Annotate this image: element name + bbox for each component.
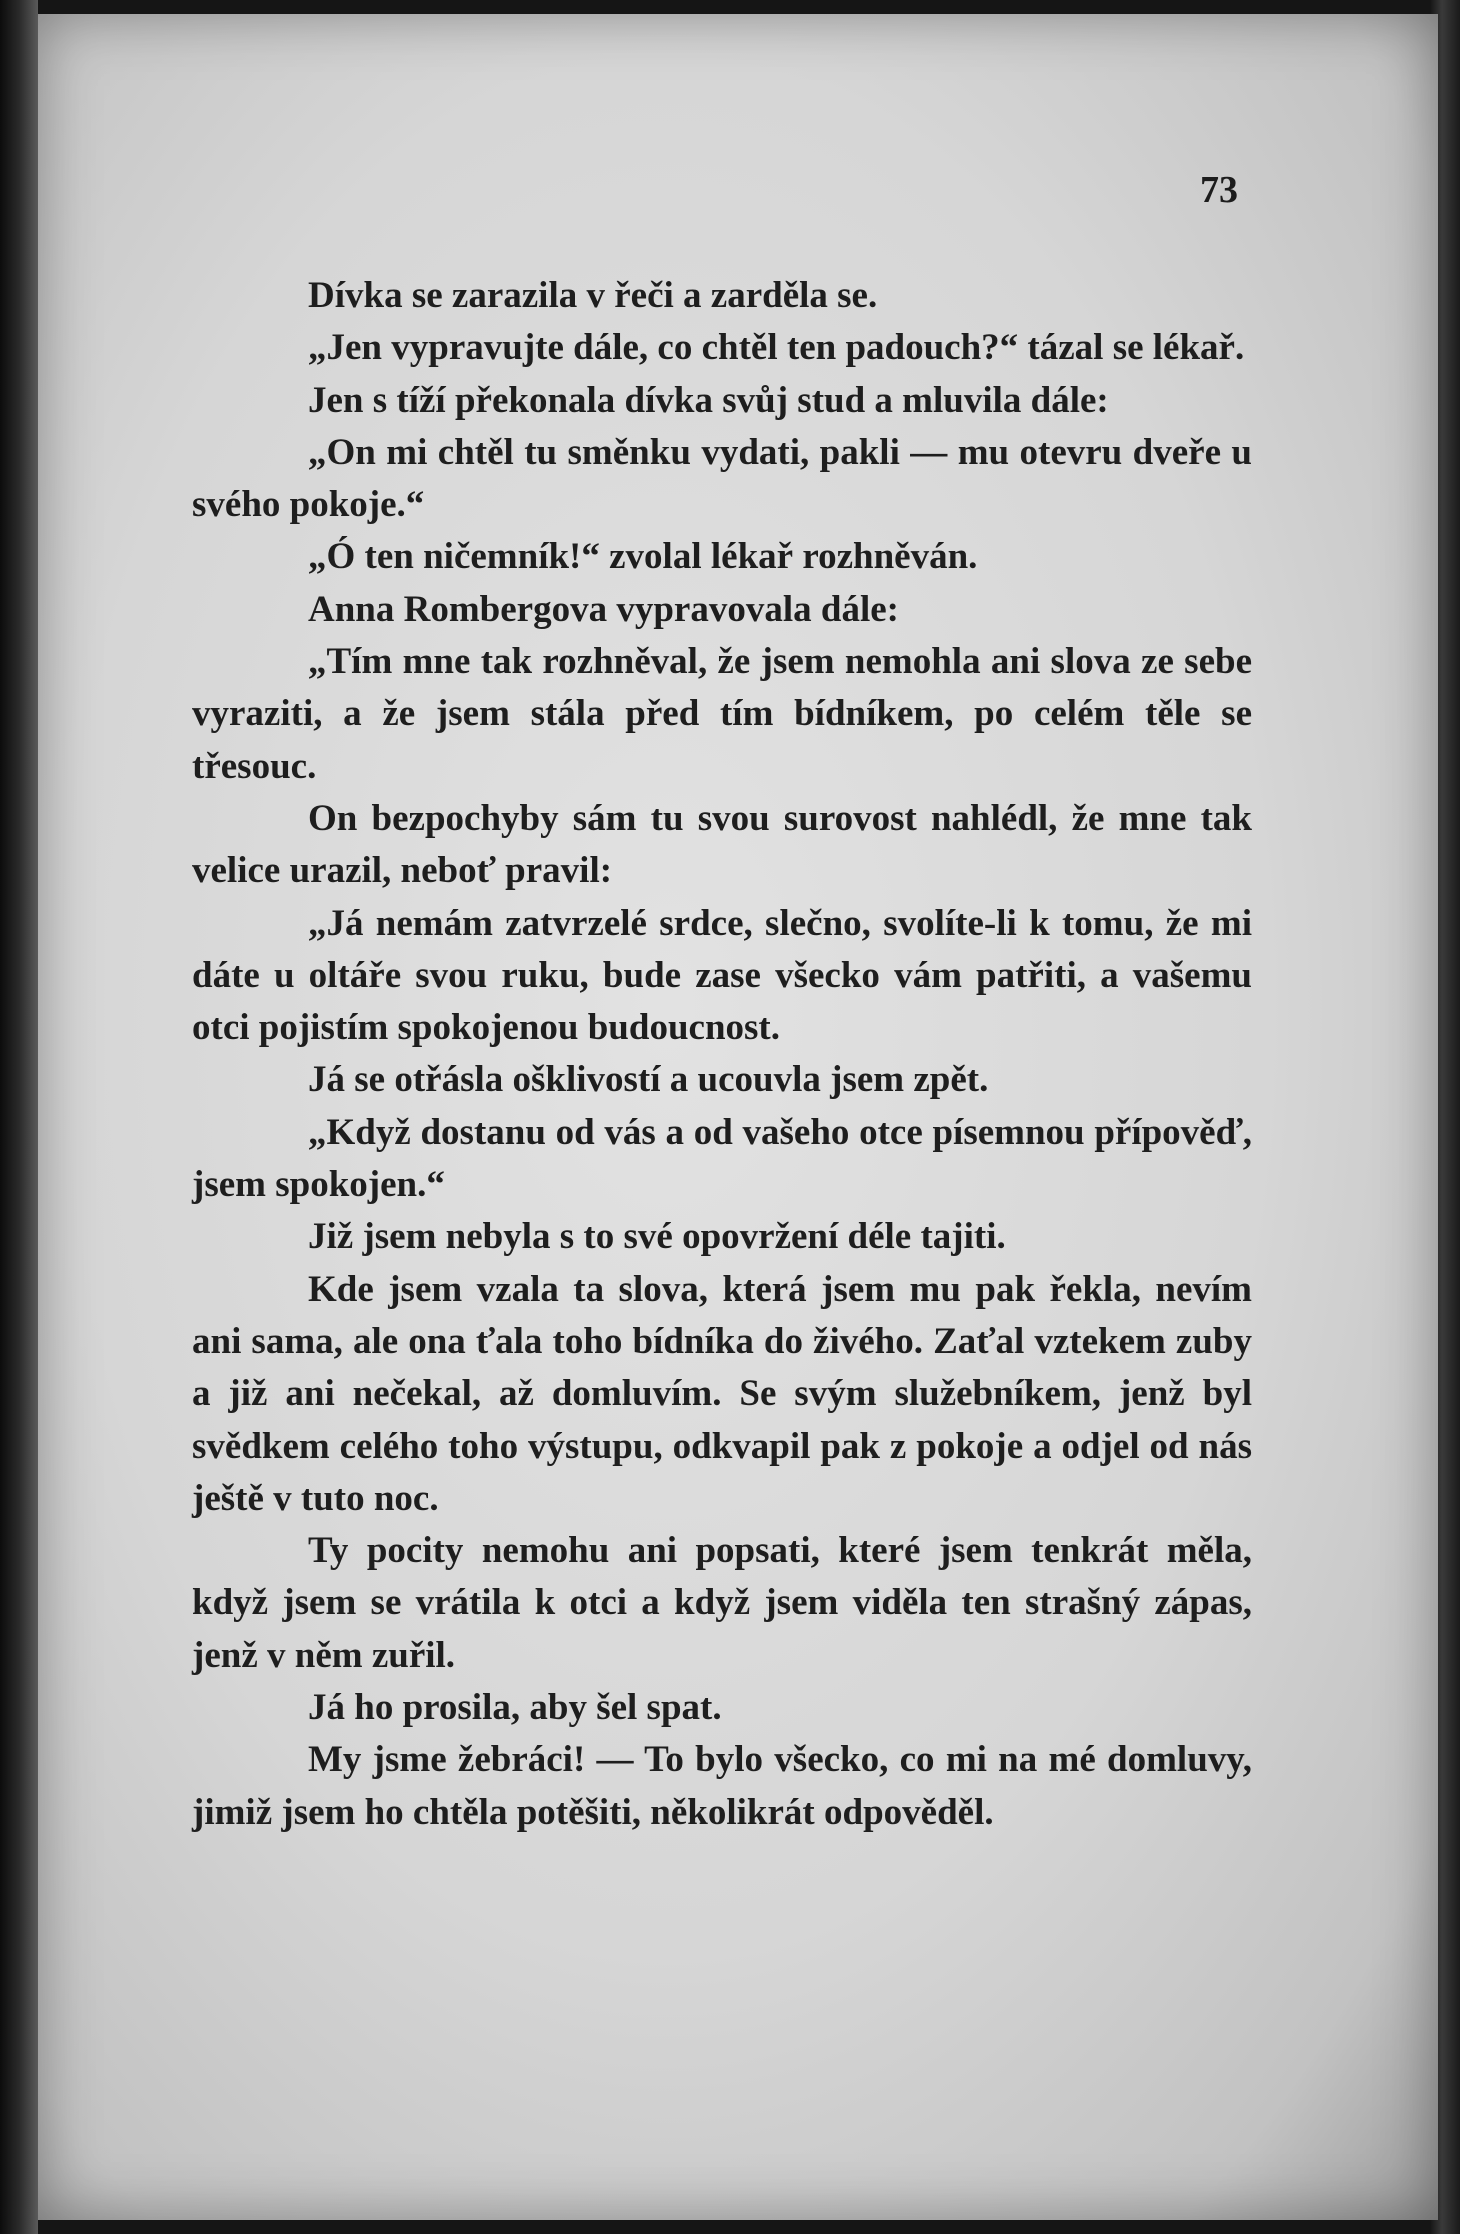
paragraph: Již jsem nebyla s to své opovržení déle tajiti. bbox=[308, 1216, 1006, 1258]
paragraph: Anna Rombergova vypravovala dále: bbox=[308, 588, 899, 630]
paragraph: Ty pocity nemohu ani popsati, které jsem tenkrát měla, když jsem se vrátila k otci a když jsem viděla ten strašný zápas, jenž v něm zuřil. bbox=[192, 1530, 1252, 1676]
body-text bbox=[192, 270, 1252, 1839]
paragraph: On bezpochyby sám tu svou surovost nahlédl, že mne tak velice urazil, neboť pravil: bbox=[192, 797, 1252, 892]
paragraph: Já ho prosila, aby šel spat. bbox=[308, 1687, 722, 1729]
paragraph: „Tím mne tak rozhněval, že jsem nemohla ani slova ze sebe vyraziti, a že jsem stála před tím bídníkem, po celém těle se třesouc. bbox=[192, 641, 1252, 787]
paragraph: „Jen vypravujte dále, co chtěl ten padouch?“ tázal se lékař. bbox=[308, 327, 1245, 369]
paragraph: „Když dostanu od vás a od vašeho otce písemnou přípověď, jsem spokojen.“ bbox=[192, 1111, 1252, 1206]
paragraph: Jen s tíží překonala dívka svůj stud a mluvila dále: bbox=[308, 379, 1109, 421]
paragraph: „Ó ten ničemník!“ zvolal lékař rozhněván. bbox=[308, 536, 978, 578]
paragraph: Já se otřásla ošklivostí a ucouvla jsem zpět. bbox=[308, 1059, 989, 1101]
paragraph: Dívka se zarazila v řeči a zarděla se. bbox=[308, 275, 878, 316]
page-number: 73 bbox=[1200, 169, 1238, 211]
binding-edge bbox=[0, 0, 38, 2234]
paragraph: „Já nemám zatvrzelé srdce, slečno, svolíte-li k tomu, že mi dáte u oltáře svou ruku, bude zase všecko vám patřiti, a vašemu otci pojistím spokojenou budoucnost. bbox=[192, 902, 1252, 1049]
paragraph: My jsme žebráci! — To bylo všecko, co mi na mé domluvy, jimiž jsem ho chtěla potěšiti, několikrát odpověděl. bbox=[192, 1739, 1252, 1833]
paragraph: „On mi chtěl tu směnku vydati, pakli — mu otevru dveře u svého pokoje.“ bbox=[192, 431, 1252, 526]
paragraph: Kde jsem vzala ta slova, která jsem mu pak řekla, nevím ani sama, ale ona ťala toho bídníka do živého. Zaťal vztekem zuby a již ani nečekal, až domluvím. Se svým služebníkem, jenž byl svědkem celého toho výstupu, odkvapil pak z pokoje a odjel od nás ještě v tuto noc. bbox=[192, 1268, 1252, 1519]
